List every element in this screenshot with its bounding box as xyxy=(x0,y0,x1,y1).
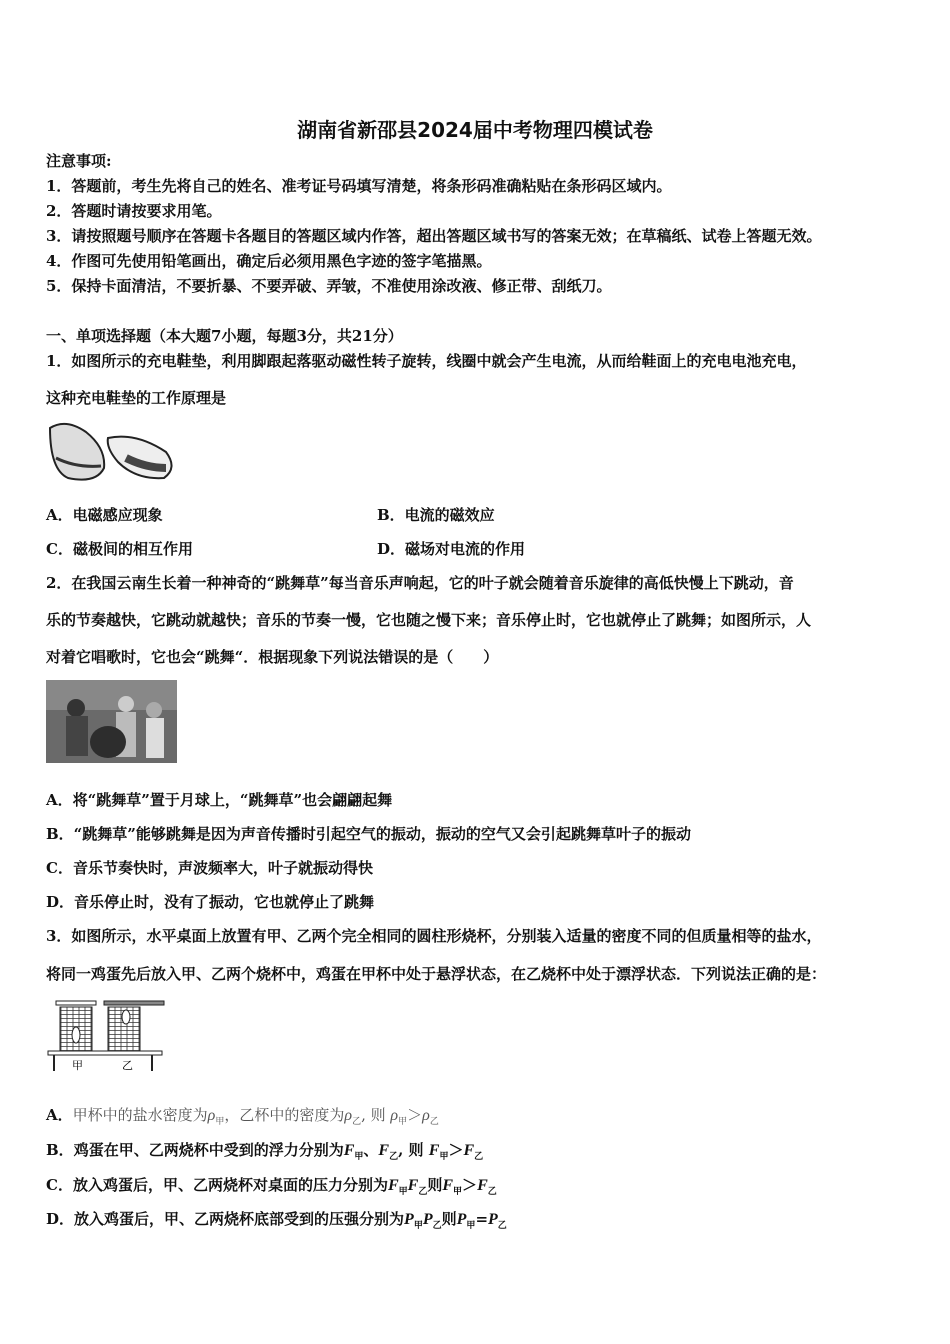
notice-item: 1．答题前，考生先将自己的姓名、准考证号码填写清楚，将条形码准确粘贴在条形码区域内。 xyxy=(46,177,672,195)
q2-option-d: D．音乐停止时，没有了振动，它也就停止了跳舞 xyxy=(46,893,375,911)
q3-option-d: D．放入鸡蛋后，甲、乙两烧杯底部受到的压强分别为$P_甲P_乙$则$P_甲=P_乙$ xyxy=(46,1210,507,1231)
q3-option-a: A．甲杯中的盐水密度为$\rho_甲$，乙杯中的密度为$\rho_乙$, 则 $\rho_甲>\rho_乙$ xyxy=(46,1106,439,1127)
notice-item: 3．请按照题号顺序在答题卡各题目的答题区域内作答，超出答题区域书写的答案无效；在草稿纸、试卷上答题无效。 xyxy=(46,227,822,245)
notice-heading: 注意事项: xyxy=(46,152,112,170)
q3-text: 3．如图所示，水平桌面上放置有甲、乙两个完全相同的圆柱形烧杯，分别装入适量的密度不同的但质量相等的盐水， xyxy=(46,927,822,945)
q1-option-b: B．电流的磁效应 xyxy=(377,506,495,524)
q2-option-a: A．将“跳舞草”置于月球上，“跳舞草”也会翩翩起舞 xyxy=(46,791,393,809)
q3-option-b: B．鸡蛋在甲、乙两烧杯中受到的浮力分别为$F_甲$、$F_乙$, 则 $F_甲>F_乙$ xyxy=(46,1141,484,1162)
notice-item: 5．保持卡面清洁，不要折暴、不要弄破、弄皱，不准使用涂改液、修正带、刮纸刀。 xyxy=(46,277,612,295)
notice-item: 2．答题时请按要求用笔。 xyxy=(46,202,222,220)
q1-option-a: A．电磁感应现象 xyxy=(46,506,163,524)
charging-insole-image xyxy=(46,418,178,486)
q3-text: 将同一鸡蛋先后放入甲、乙两个烧杯中，鸡蛋在甲杯中处于悬浮状态，在乙烧杯中处于漂浮状态．下列说法正确的是： xyxy=(46,965,827,983)
section-heading: 一、单项选择题（本大题7小题，每题3分，共21分） xyxy=(46,327,403,345)
q2-option-b: B．“跳舞草”能够跳舞是因为声音传播时引起空气的振动，振动的空气又会引起跳舞草叶子的振动 xyxy=(46,825,691,843)
q2-text: 对着它唱歌时，它也会“跳舞“．根据现象下列说法错误的是（ ） xyxy=(46,648,499,666)
dancing-grass-photo xyxy=(46,680,177,763)
q3-option-c: C．放入鸡蛋后，甲、乙两烧杯对桌面的压力分别为$F_甲F_乙$则$F_甲>F_乙$ xyxy=(46,1176,497,1197)
notice-item: 4．作图可先使用铅笔画出，确定后必须用黑色字迹的签字笔描黑。 xyxy=(46,252,492,270)
q1-option-d: D．磁场对电流的作用 xyxy=(377,540,526,558)
beaker-label-jia: 甲 xyxy=(72,1059,83,1072)
beakers-diagram xyxy=(46,995,166,1073)
q2-text: 乐的节奏越快，它跳动就越快；音乐的节奏一慢，它也随之慢下来；音乐停止时，它也就停止了跳舞；如图所示，人 xyxy=(46,611,812,629)
beaker-label-yi: 乙 xyxy=(122,1059,133,1072)
page-title: 湖南省新邵县2024届中考物理四模试卷 xyxy=(297,118,653,142)
q2-text: 2．在我国云南生长着一种神奇的“跳舞草”每当音乐声响起，它的叶子就会随着音乐旋律的高低快慢上下跳动，音 xyxy=(46,574,794,592)
q1-option-c: C．磁极间的相互作用 xyxy=(46,540,193,558)
q2-option-c: C．音乐节奏快时，声波频率大，叶子就振动得快 xyxy=(46,859,373,877)
q1-text: 这种充电鞋垫的工作原理是 xyxy=(46,389,227,407)
q1-text: 1．如图所示的充电鞋垫，利用脚跟起落驱动磁性转子旋转，线圈中就会产生电流，从而给鞋面上的充电电池充电， xyxy=(46,352,807,370)
